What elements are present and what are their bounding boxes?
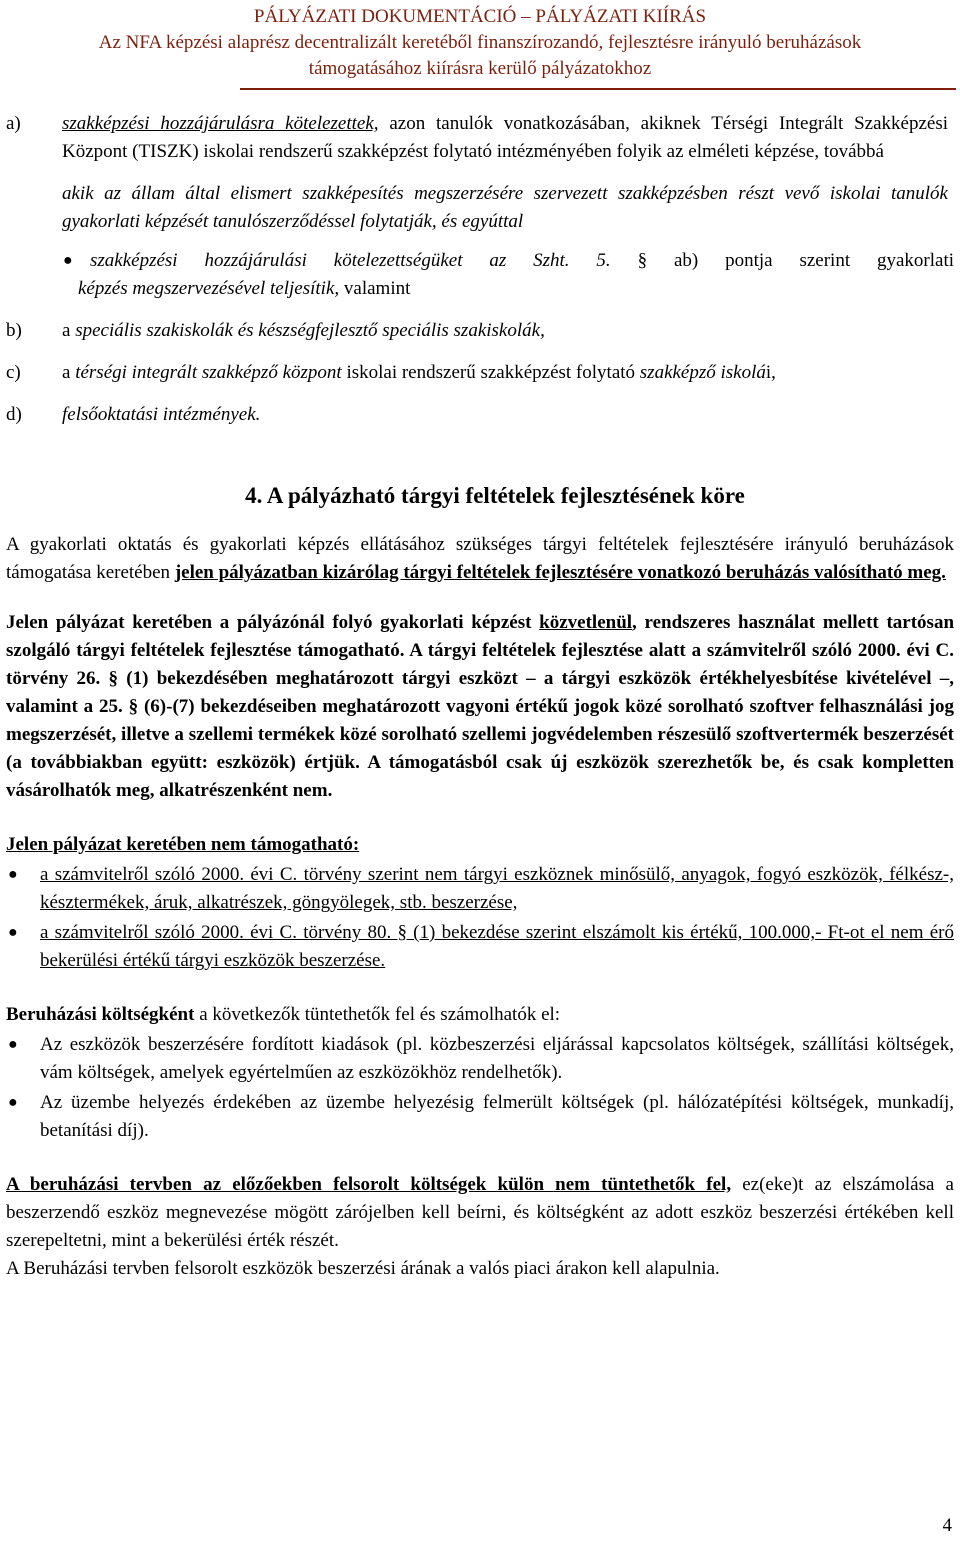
bullet-icon: ● <box>8 924 18 941</box>
list-item-b: b) a speciális szakiskolák és készségfejlesztő speciális szakiskolák, <box>6 317 954 345</box>
paragraph-scope: A gyakorlati oktatás és gyakorlati képzés ellátásához szükséges tárgyi feltételek fejlesztésére irányuló beruházások támogatása keretében jelen pályázatban kizárólag tárgyi feltételek fejlesztésére vonatkozó beruházás valósítható meg. <box>6 534 954 583</box>
document-header <box>0 4 960 82</box>
list-label-b: b) <box>6 320 22 341</box>
bullet-icon: ● <box>8 1094 18 1111</box>
list-item-a-text: szakképzési hozzájárulásra kötelezettek, azon tanulók vonatkozásában, akiknek Térségi Integrált Szakképzési Központ (TISZK) iskolai rendszerű szakképzést folytató intézményében folyik az elméleti képzése, továbbá <box>62 113 948 162</box>
list-item-a <box>6 110 954 166</box>
list-label-d: d) <box>6 404 22 425</box>
not-supported-item-1: ● a számvitelről szóló 2000. évi C. törvény szerint nem tárgyi eszköznek minősülő, anyagok, fogyó eszközök, félkész-, késztermékek, áruk, alkatrészek, göngyölegek, stb. beszerzése, <box>6 861 954 917</box>
costs-lead: Beruházási költségként a következők tüntethetők fel és számolhatók el: <box>6 1004 561 1025</box>
list-item-a-sub: akik az állam által elismert szakképesítés megszerzésére szervezett szakképzésben részt vevő iskolai tanulók gyakorlati képzését tanulószerződéssel folytatják, és egyúttal <box>62 183 948 232</box>
page-number: 4 <box>942 1515 952 1536</box>
bullet-icon: ● <box>63 252 73 269</box>
cost-item-1: ● Az eszközök beszerzésére fordított kiadások (pl. közbeszerzési eljárással kapcsolatos költségek, szállítási költségek, vám költségek, amelyek egyértelműen az eszközökhöz rendelhetők). <box>6 1031 954 1087</box>
paragraph-cost-listing: A beruházási tervben az előzőekben felsorolt költségek külön nem tüntethetők fel, ez(eke)t az elszámolása a beszerzendő eszköz megnevezése mögött zárójelben kell beírni, és költségként az adott eszköz beszerzési értékében kell szerepeltetni, mint a bekerülési érték részét. <box>6 1174 954 1251</box>
header-subtitle-1: Az NFA képzési alaprész decentralizált keretéből finanszírozandó, fejlesztésre irányuló beruházások <box>98 32 862 53</box>
paragraph-market-price: A Beruházási tervben felsorolt eszközök beszerzési árának a valós piaci árakon kell alapulnia. <box>6 1258 720 1279</box>
list-label-a: a) <box>6 113 21 134</box>
header-title: PÁLYÁZATI DOKUMENTÁCIÓ – PÁLYÁZATI KIÍRÁS <box>253 6 707 27</box>
cost-item-2: ● Az üzembe helyezés érdekében az üzembe helyezésig felmerült költségek (pl. hálózatépítési költségek, munkadíj, betanítási díj). <box>6 1089 954 1145</box>
bullet-icon: ● <box>8 1036 18 1053</box>
paragraph-conditions: Jelen pályázat keretében a pályázónál folyó gyakorlati képzést közvetlenül, rendszeres használat mellett tartósan szolgáló tárgyi feltételek fejlesztése támogatható. A tárgyi feltételek fejlesztése alatt a számvitelről szóló 2000. évi C. törvény 26. § (1) bekezdésében meghatározott tárgyi eszközt – a tárgyi eszközök értékhelyesbítése kivételével –, valamint a 25. § (6)-(7) bekezdéseiben meghatározott vagyoni értékű jogok közé sorolható szoftver felhasználási jog megszerzését, illetve a szellemi termékek közé sorolható szellemi jogvédelemben részesülő szoftvertermék beszerzését (a továbbiakban együtt: eszközök) értjük. A támogatásból csak új eszközök szerezhetők be, és csak kompletten vásárolhatók meg, alkatrészenként nem. <box>6 612 955 801</box>
header-subtitle-2: támogatásához kiírásra kerülő pályázatokhoz <box>308 58 652 79</box>
bullet-text-line2: képzés megszervezésével teljesítik, valamint <box>78 278 411 299</box>
list-item-c: c) a térségi integrált szakképző központ iskolai rendszerű szakképzést folytató szakképző iskolái, <box>6 359 954 387</box>
scope-emphasis: jelen pályázatban kizárólag tárgyi feltételek fejlesztésére vonatkozó beruházás valósítható meg. <box>174 562 946 583</box>
list-item-a-bullet <box>6 247 954 275</box>
header-divider <box>240 88 956 90</box>
list-label-c: c) <box>6 362 21 383</box>
term-obligated: szakképzési hozzájárulásra kötelezettek, <box>62 113 379 134</box>
bullet-text-line1: szakképzési hozzájárulási kötelezettségüket az Szht. 5. § ab) pontja szerint gyakorlati <box>90 250 955 271</box>
bullet-icon: ● <box>8 866 18 883</box>
not-supported-item-2: ● a számvitelről szóló 2000. évi C. törvény 80. § (1) bekezdése szerint elszámolt kis értékű, 100.000,- Ft-ot el nem érő bekerülési értékű tárgyi eszközök beszerzése. <box>6 919 954 975</box>
not-supported-heading: Jelen pályázat keretében nem támogatható: <box>6 834 360 855</box>
section-title: 4. A pályázható tárgyi feltételek fejlesztésének köre <box>245 483 745 508</box>
list-item-d: d) felsőoktatási intézmények. <box>6 401 954 429</box>
page-body <box>6 110 954 1283</box>
